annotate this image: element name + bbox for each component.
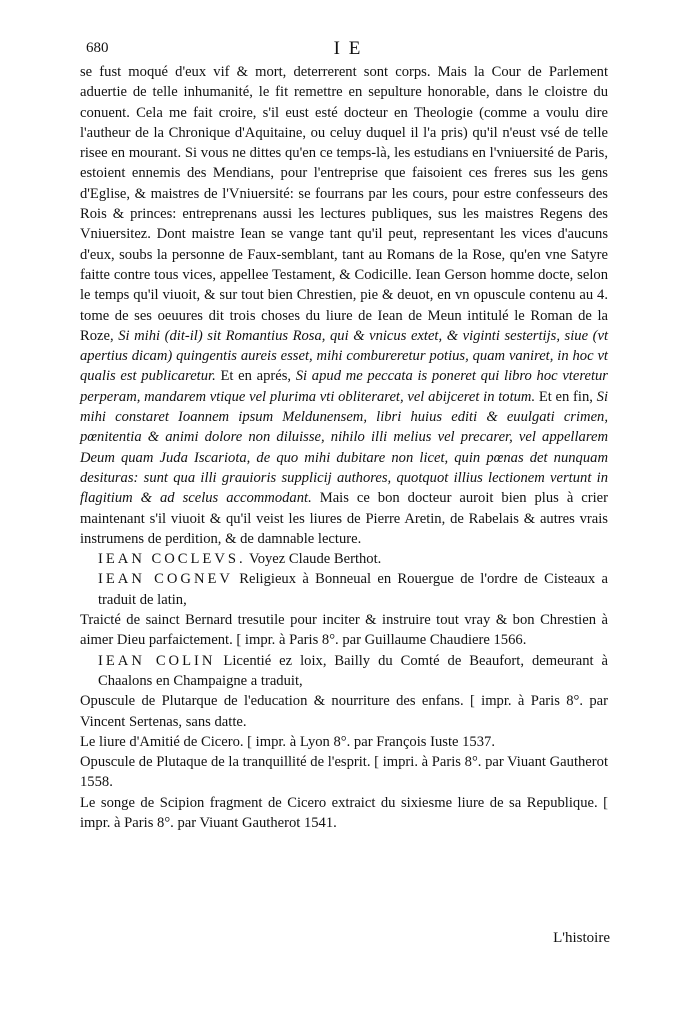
page-body (80, 62, 608, 833)
latin-quote-1: Si mihi (dit-il) sit Romantius Rosa, qui & vnicus extet, & viginti sestertijs, siue (vt apertius dicam) quingentis aureis esset, mihi combureretur potius, quam vaniret, in hoc vt qualis est publicaretur. (80, 327, 608, 385)
work-item: Le liure d'Amitié de Cicero. [ impr. à Lyon 8°. par François Iuste 1537. (80, 733, 495, 750)
entry-name: IEAN COLIN (98, 652, 216, 669)
latin-quote-3: Si mihi constaret Ioannem ipsum Meldunensem, libri huius editi & euulgati crimen, pœnitentia & animi dolore non diluisse, nihilo illi melius vel precarer, vel appellarem Deum quam Juda Iscariota, de quo mihi dubitare non licet, quin pœnas det nunquam desituras: sunt qua illi grauioris supplicij authores, quotquot illius lectionem vertunt in flagitium & ad scelus accommodant. (80, 388, 608, 507)
entry-coclevs (80, 549, 608, 569)
entry-name: IEAN COCLEVS. (98, 551, 246, 568)
entry-text: Voyez Claude Berthot. (249, 551, 382, 568)
page-number: 680 (86, 40, 109, 56)
entry-cogneu (80, 569, 608, 610)
intro-text-4: Mais ce bon docteur auroit bien plus à crier maintenant s'il viuoit & qu'il veist les liures de Pierre Aretin, de Rabelais & autres vrais instrumens de perdition, & de damnable lecture. (80, 490, 608, 547)
running-headword: I E (333, 38, 363, 59)
work-item: Opuscule de Plutarque de l'education & nourriture des enfans. [ impr. à Paris 8°. par Vincent Sertenas, sans datte. (80, 693, 608, 730)
work-item: Opuscule de Plutaque de la tranquillité de l'esprit. [ impri. à Paris 8°. par Viuant Gautherot 1558. (80, 754, 608, 791)
catchword: L'histoire (553, 930, 610, 946)
work-item: Le songe de Scipion fragment de Cicero extraict du sixiesme liure de sa Republique. [ impr. à Paris 8°. par Viuant Gautherot 1541. (80, 794, 608, 831)
intro-text-3: Et en fin, (538, 388, 593, 405)
entry-colin (80, 651, 608, 692)
work-item: Traicté de sainct Bernard tresutile pour inciter & instruire tout vray & bon Chrestien à aimer Dieu parfaictement. [ impr. à Paris 8°. par Guillaume Chaudiere 1566. (80, 612, 608, 649)
entry-text: Religieux à Bonneual en Rouergue de l'ordre de Cisteaux a traduit de latin, (98, 571, 608, 608)
intro-paragraph (80, 62, 608, 549)
intro-text-2: Et en aprés, (220, 368, 292, 385)
entry-name: IEAN COGNEV (98, 571, 233, 588)
latin-quote-2: Si apud me peccata is poneret qui libro hoc vteretur perperam, mandarem vtique vel plurima vti obliteraret, vel abijceret in totum. (80, 368, 608, 405)
entry-text: Licentié ez loix, Bailly du Comté de Beaufort, demeurant à Chaalons en Champaigne a traduit, (98, 652, 608, 689)
intro-text-1: se fust moqué d'eux vif & mort, deterrerent sont corps. Mais la Cour de Parlement aduertie de telle inhumanité, le fit remettre en sepulture honorable, dans le cloistre du conuent. Cela me fait croire, s'il eust esté docteur en Theologie (comme a voulu dire l'autheur de la Chronique d'Aquitaine, ou celuy duquel il l'a pris) qu'il n'eust vsé de telle risee en mourant. Si vous ne dittes qu'en ce temps-là, les estudians en l'vniuersité de Paris, estoient ennemis des Mendians, pour l'entreprise que faisoient ces freres sus les gens d'Eglise, & maistres de l'Vniuersité: se fourrans par les cours, pour estre confesseurs des Rois & princes: entreprenans aussi les lectures publiques, sus les maistres Regens des Vniuersitez. Dont maistre Iean se vange tant qu'il peut, representant les vices d'aucuns d'eux, soubs la personne de Faux-semblant, tant au Romans de la Rose, qu'en vne Satyre faitte contre tous vices, appellee Testament, & Codicille. Iean Gerson homme docte, selon le temps qu'il viuoit, & sur tout bien Chrestien, pie & deuot, en vn opuscule contenu au 4. tome de ses oeuures dit trois choses du liure de Iean de Meun intitulé le Roman de la Roze, (80, 64, 608, 344)
